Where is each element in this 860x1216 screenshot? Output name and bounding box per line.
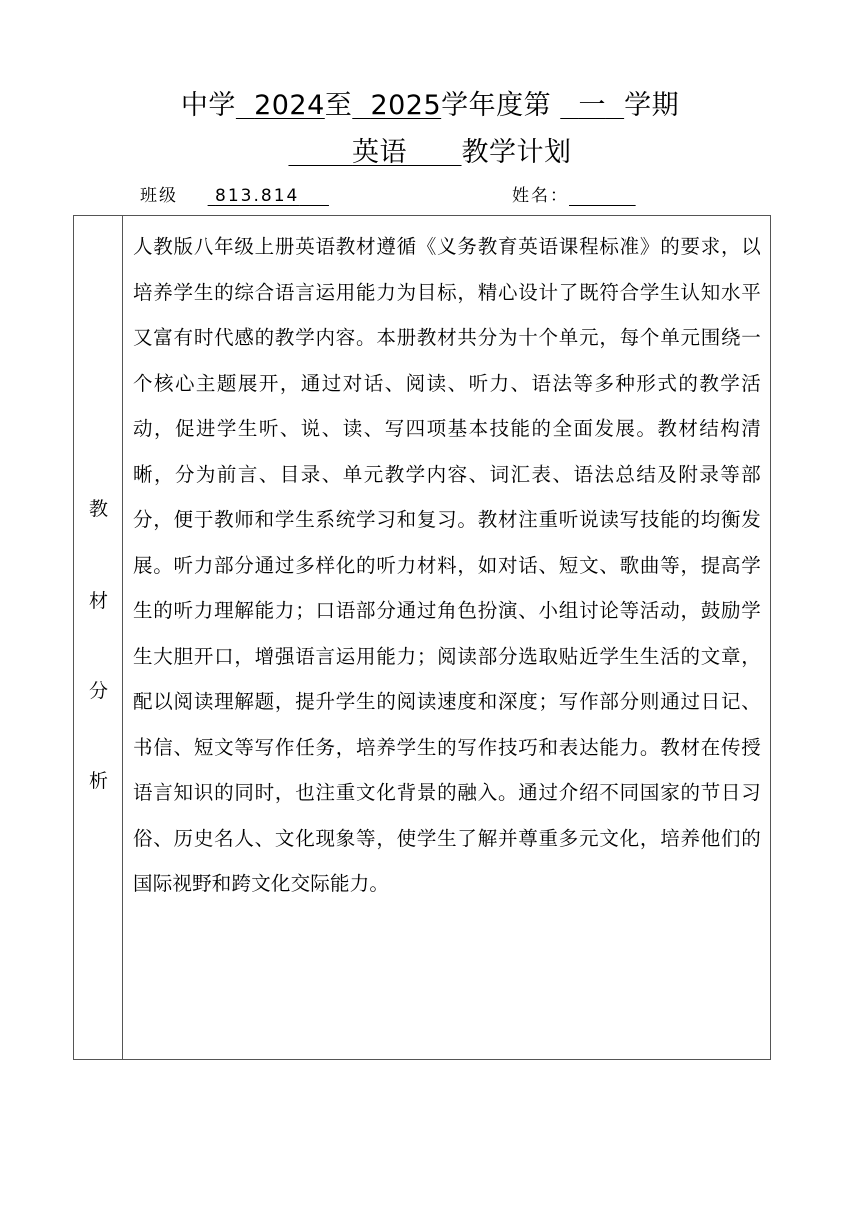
section-label-column — [74, 216, 123, 1059]
plan-label: 教学计划 — [461, 137, 572, 168]
document-title-plan — [0, 135, 860, 171]
class-value-field: 813.814 — [215, 186, 300, 206]
year-joiner: 至 — [324, 90, 353, 121]
section-label-char: 教 — [88, 498, 108, 520]
class-label: 班级 — [140, 186, 178, 206]
year-label: 学年度第 — [441, 90, 552, 121]
section-label-char: 析 — [88, 770, 108, 792]
section-label-char: 分 — [88, 680, 108, 702]
class-info — [140, 184, 329, 208]
year-start-field: 2024 — [254, 90, 325, 121]
section-label-char: 材 — [88, 590, 108, 612]
name-info — [512, 184, 636, 208]
term-label: 学期 — [624, 90, 680, 121]
textbook-analysis-table — [73, 215, 771, 1060]
name-label: 姓名： — [512, 186, 569, 206]
document-title-term — [0, 88, 860, 124]
school-suffix: 中学 — [180, 90, 236, 121]
analysis-paragraph: 人教版八年级上册英语教材遵循《义务教育英语课程标准》的要求，以培养学生的综合语言运用能力为目标，精心设计了既符合学生认知水平又富有时代感的教学内容。本册教材共分为十个单元，每个单元围绕一个核心主题展开，通过对话、阅读、听力、语法等多种形式的教学活动，促进学生听、说、读、写四项基本技能的全面发展。教材结构清晰，分为前言、目录、单元教学内容、词汇表、语法总结及附录等部分，便于教师和学生系统学习和复习。教材注重听说读写技能的均衡发展。听力部分通过多样化的听力材料，如对话、短文、歌曲等，提高学生的听力理解能力；口语部分通过角色扮演、小组讨论等活动，鼓励学生大胆开口，增强语言运用能力；阅读部分选取贴近学生生活的文章，配以阅读理解题，提升学生的阅读速度和深度；写作部分则通过日记、书信、短文等写作任务，培养学生的写作技巧和表达能力。教材在传授语言知识的同时，也注重文化背景的融入。通过介绍不同国家的节日习俗、历史名人、文化现象等，使学生了解并尊重多元文化，培养他们的国际视野和跨文化交际能力。 — [133, 235, 761, 895]
subject-field: 英语 — [352, 137, 408, 168]
term-number-field: 一 — [578, 90, 606, 121]
year-end-field: 2025 — [370, 90, 442, 121]
name-value-field — [569, 186, 636, 206]
